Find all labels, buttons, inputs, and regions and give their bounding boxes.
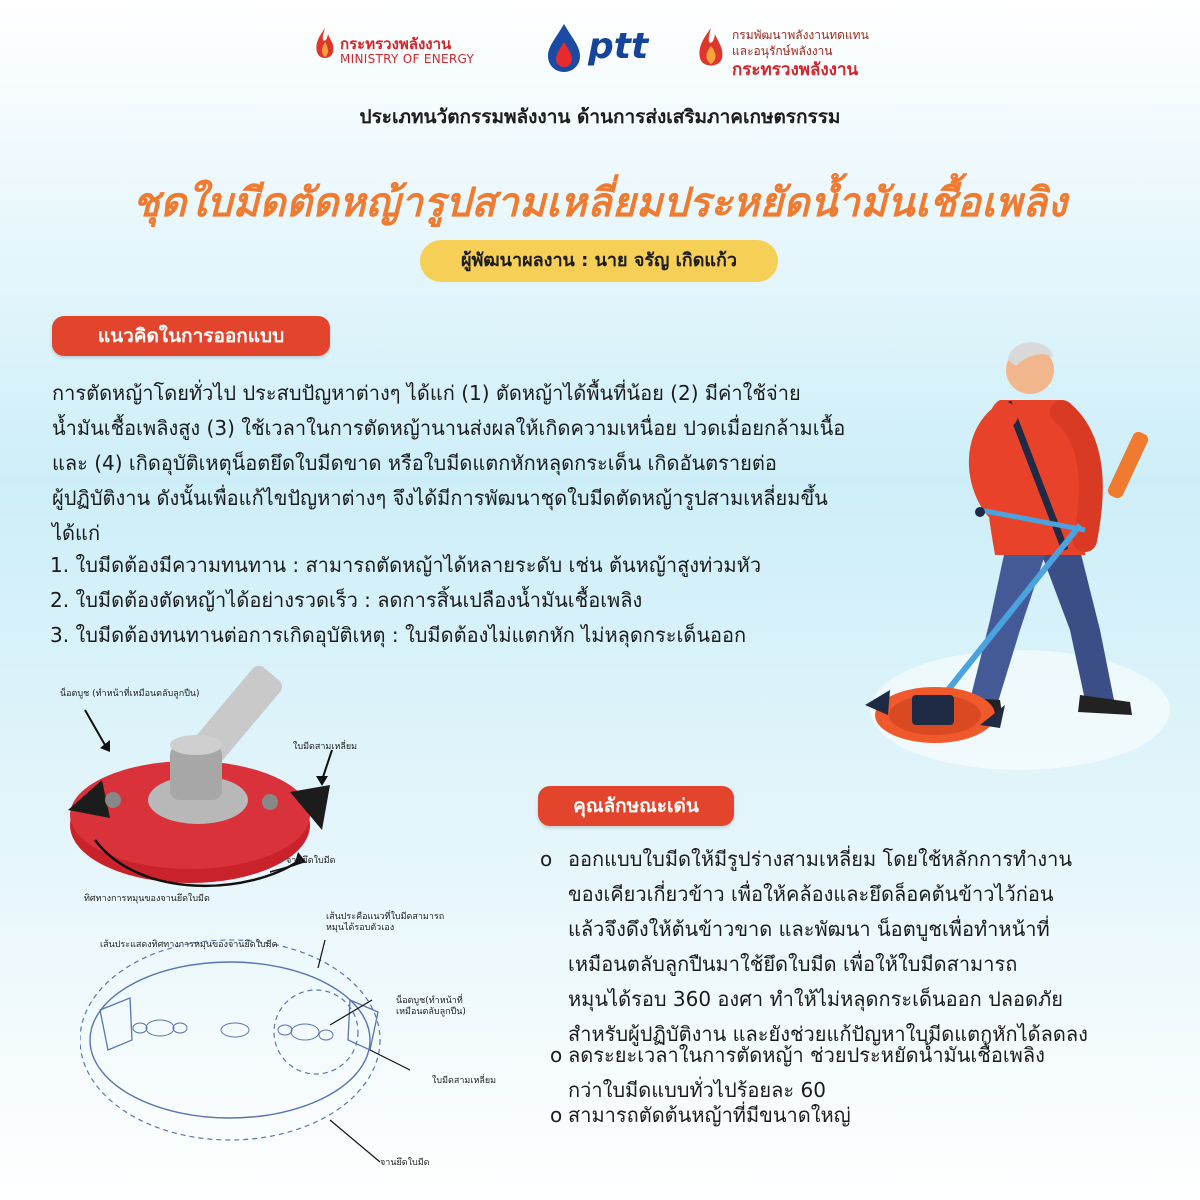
label-line: หมุนได้รอบตัวเอง bbox=[326, 923, 395, 933]
concept-line: ผู้ปฏิบัติงาน ดังนั้นเพื่อแก้ไขปัญหาต่างๆ จึงได้มีการพัฒนาชุดใบมีดตัดหญ้ารูปสามเหลี่ยมขึ้น bbox=[52, 486, 828, 510]
bullet-icon: o bbox=[540, 847, 553, 871]
moe-thai-name: กระทรวงพลังงาน bbox=[340, 35, 452, 53]
sketch-bushing-label bbox=[396, 996, 466, 1018]
ptt-logo bbox=[544, 22, 664, 76]
blade-technical-sketch bbox=[80, 900, 520, 1190]
flame-icon bbox=[694, 26, 728, 74]
feature-line: สำหรับผู้ปฏิบัติงาน และยังช่วยแก้ปัญหาใบมีดแตกหักได้ลดลง bbox=[568, 1022, 1088, 1046]
bullet-icon: o bbox=[550, 1103, 563, 1127]
list-item: 3. ใบมีดต้องทนทานต่อการเกิดอุบัติเหตุ : ใบมีดต้องไม่แตกหัก ไม่หลุดกระเด็นออก bbox=[50, 623, 747, 647]
concept-line: น้ำมันเชื้อเพลิงสูง (3) ใช้เวลาในการตัดหญ้านานส่งผลให้เกิดความเหนื่อย ปวดเมื่อยกล้ามเนื้อ bbox=[52, 416, 846, 440]
concept-requirements-list bbox=[50, 548, 950, 653]
feature-line: หมุนได้รอบ 360 องศา ทำให้ไม่หลุดกระเด็นออก ปลอดภัย bbox=[568, 987, 1063, 1011]
blade-assembly-drawing bbox=[40, 640, 400, 910]
list-item: 2. ใบมีดต้องตัดหญ้าได้อย่างรวดเร็ว : ลดการสิ้นเปลืองน้ำมันเชื้อเพลิง bbox=[50, 588, 643, 612]
man-with-grass-trimmer-illustration bbox=[830, 330, 1180, 780]
concept-paragraph bbox=[52, 376, 952, 551]
feature-line: เหมือนตลับลูกปืนมาใช้ยึดใบมีด เพื่อให้ใบมีดสามารถ bbox=[568, 952, 1018, 976]
feature-line: ลดระยะเวลาในการตัดหญ้า ช่วยประหยัดน้ำมันเชื้อเพลิง bbox=[568, 1043, 1045, 1067]
sketch-triangle-blade-label: ใบมีดสามเหลี่ยม bbox=[432, 1076, 497, 1086]
feature-line: แล้วจึงดึงให้ต้นข้าวขาด และพัฒนา น็อตบูชเพื่อทำหน้าที่ bbox=[568, 917, 1050, 941]
bushing-label: น็อตบูช (ทำหน้าที่เหมือนตลับลูกปืน) bbox=[60, 689, 200, 699]
bullet-icon: o bbox=[550, 1043, 563, 1067]
flame-icon bbox=[312, 26, 338, 66]
sketch-blade-plate-label: จานยึดใบมีด bbox=[380, 1158, 430, 1168]
developer-badge: ผู้พัฒนาผลงาน : นาย จรัญ เกิดแก้ว bbox=[420, 240, 778, 282]
concept-heading: แนวคิดในการออกแบบ bbox=[52, 316, 330, 356]
concept-line: การตัดหญ้าโดยทั่วไป ประสบปัญหาต่างๆ ได้แก่ (1) ตัดหญ้าได้พื้นที่น้อย (2) มีค่าใช้จ่าย bbox=[52, 381, 801, 405]
dede-logo bbox=[694, 22, 934, 78]
moe-english-name: MINISTRY OF ENERGY bbox=[340, 52, 475, 66]
concept-line: ได้แก่ bbox=[52, 521, 101, 545]
dede-ministry-name: กระทรวงพลังงาน bbox=[732, 60, 859, 80]
label-line: เส้นประคือแนวที่ใบมีดสามารถ bbox=[326, 912, 445, 922]
feature-line: สามารถตัดต้นหญ้าที่มีขนาดใหญ่ bbox=[568, 1103, 851, 1127]
triangle-blade-label: ใบมีดสามเหลี่ยม bbox=[293, 742, 358, 752]
feature-line: ของเคียวเกี่ยวข้าว เพื่อให้คล้องและยึดล็อคต้นข้าวไว้ก่อน bbox=[568, 882, 1054, 906]
feature-line: กว่าใบมีดแบบทั่วไปร้อยละ 60 bbox=[568, 1078, 826, 1102]
concept-line: และ (4) เกิดอุบัติเหตุน็อตยึดใบมีดขาด หรือใบมีดแตกหักหลุดกระเด็น เกิดอันตรายต่อ bbox=[52, 451, 777, 475]
label-line: น็อตบูช(ทำหน้าที่ bbox=[396, 996, 463, 1006]
rotation-direction-label: ทิศทางการหมุนของจานยึดใบมีด bbox=[84, 894, 210, 904]
ptt-wordmark: ptt bbox=[588, 26, 649, 67]
dashed-blade-path-label bbox=[326, 912, 444, 934]
blade-assembly-photo bbox=[40, 640, 400, 910]
plate-rotation-label: เส้นประแสดงทิศทางการหมุนของจานยึดใบมีด bbox=[100, 940, 278, 950]
feature-item bbox=[550, 1098, 1150, 1133]
feature-item bbox=[540, 842, 1140, 1052]
page-title: ชุดใบมีดตัดหญ้ารูปสามเหลี่ยมประหยัดน้ำมันเชื้อเพลิง bbox=[132, 180, 1068, 226]
dede-name-line2: และอนุรักษ์พลังงาน bbox=[732, 44, 833, 58]
label-line: เหมือนตลับลูกปืน) bbox=[396, 1007, 466, 1017]
list-item: 1. ใบมีดต้องมีความทนทาน : สามารถตัดหญ้าได้หลายระดับ เช่น ต้นหญ้าสูงท่วมหัว bbox=[50, 553, 762, 577]
category-subtitle: ประเภทนวัตกรรมพลังงาน ด้านการส่งเสริมภาคเกษตรกรรม bbox=[359, 106, 841, 128]
ministry-of-energy-logo bbox=[312, 24, 512, 70]
feature-line: ออกแบบใบมีดให้มีรูปร่างสามเหลี่ยม โดยใช้หลักการทำงาน bbox=[568, 847, 1073, 871]
blade-plate-label: จานยึดใบมีด bbox=[286, 856, 336, 866]
ptt-drop-icon bbox=[544, 22, 584, 74]
dede-name-line1: กรมพัฒนาพลังงานทดแทน bbox=[732, 28, 869, 42]
features-heading: คุณลักษณะเด่น bbox=[538, 786, 734, 826]
